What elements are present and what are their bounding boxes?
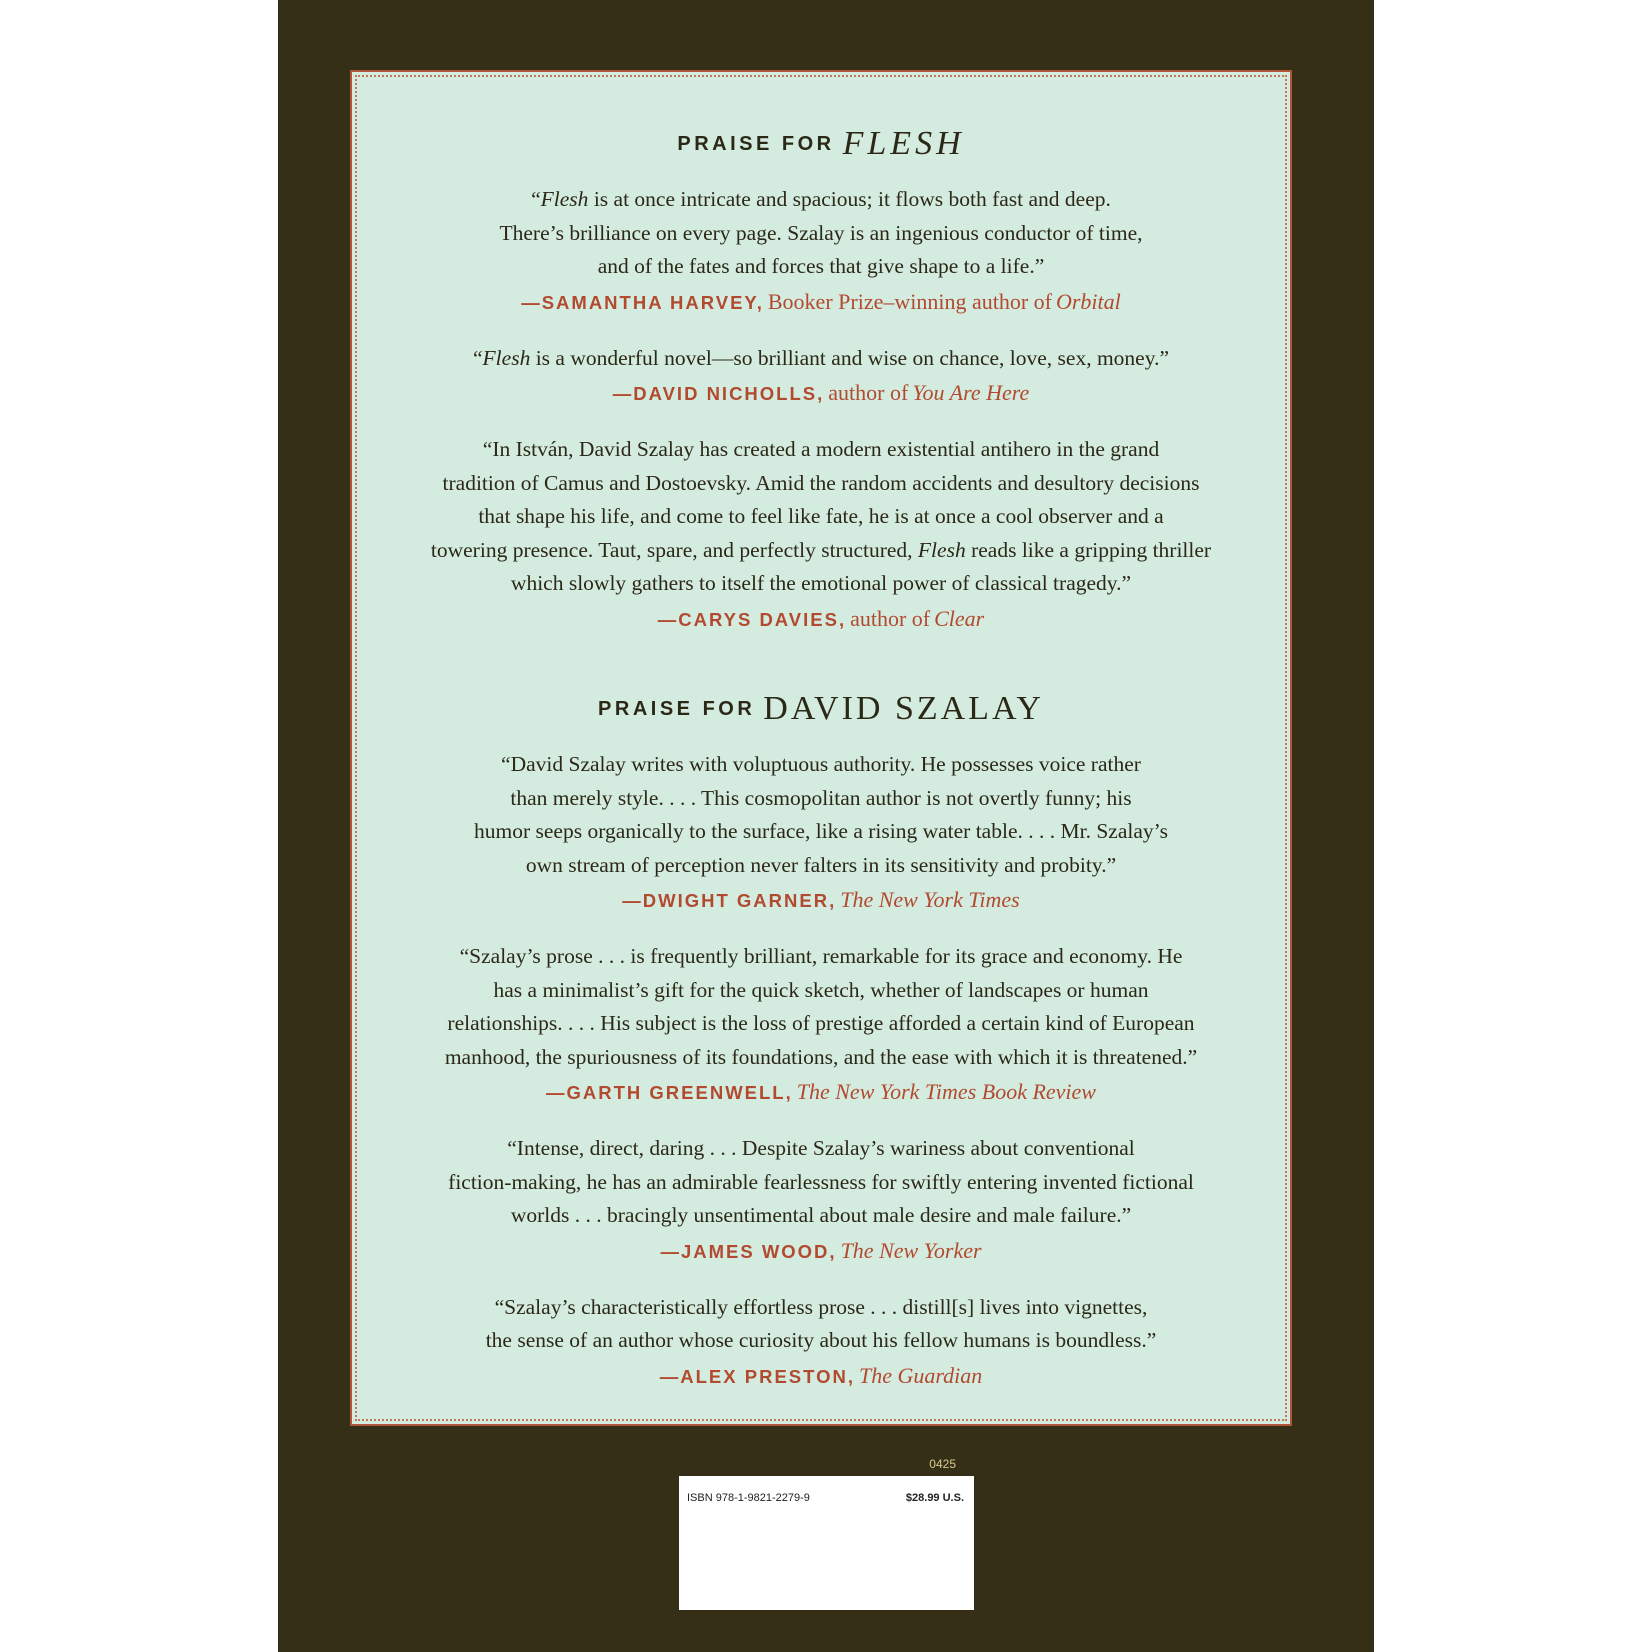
attribution-name: —JAMES WOOD, [660,1240,837,1262]
quote-segment: “ [531,187,541,211]
quote-line [352,183,1290,217]
attribution-name: —DAVID NICHOLLS, [612,383,825,404]
quote-line [352,342,1290,376]
quote-list [352,183,1290,640]
quote-line [352,1166,1290,1200]
barcode-box [679,1476,974,1610]
attribution [352,601,1290,640]
quote-block [352,1291,1290,1397]
quote-segment: humor seeps organically to the surface, like a rising water table. . . . Mr. Szalay’s [474,819,1168,843]
quote-block [352,183,1290,323]
quote-segment: has a minimalist’s gift for the quick sketch, whether of landscapes or human [493,977,1149,1002]
quote-segment: which slowly gathers to itself the emotional power of classical tragedy.” [510,571,1132,595]
quote-line [352,940,1290,974]
quote-line [352,250,1290,284]
quote-segment: “David Szalay writes with voluptuous authority. He possesses voice rather [501,752,1141,776]
quote-line [352,748,1290,782]
quote-line [352,567,1290,601]
quote-line [352,849,1290,883]
quote-line [352,782,1290,816]
quote-block [352,1132,1290,1272]
attribution-work: The New York Times Book Review [796,1079,1096,1104]
attribution-name: —SAMANTHA HARVEY, [521,291,764,313]
quote-line [352,1291,1290,1325]
quote-text [352,1132,1290,1233]
attribution-work: You Are Here [912,380,1030,405]
quote-segment: “ [473,345,483,370]
quote-line [352,217,1290,251]
quote-segment: and of the fates and forces that give shape to a life.” [597,254,1045,278]
heading-title: DAVID SZALAY [763,690,1044,727]
praise-section-author [352,692,1290,1416]
quote-text [352,940,1290,1074]
quote-segment: reads like a gripping thriller [965,537,1212,562]
quote-segment: worlds . . . bracingly unsentimental about male desire and male failure.” [510,1203,1132,1227]
quote-block [352,748,1290,921]
attribution-work: The Guardian [858,1362,983,1388]
quote-segment: manhood, the spuriousness of its foundations, and the ease with which it is threatened.” [444,1044,1198,1069]
attribution [352,882,1290,921]
quote-segment: towering presence. Taut, spare, and perfectly structured, [430,537,918,562]
section-heading [352,127,1290,161]
quote-line [352,1007,1290,1041]
section-heading [352,692,1290,726]
quote-segment: “Intense, direct, daring . . . Despite Szalay’s wariness about conventional [507,1136,1135,1160]
quote-line [352,1132,1290,1166]
attribution-work: The New York Times [840,887,1020,912]
quote-segment: “Szalay’s characteristically effortless prose . . . distill[s] lives into vignettes, [494,1294,1148,1319]
quote-text [352,342,1290,376]
quote-segment: “In István, David Szalay has created a modern existential antihero in the grand [482,437,1160,461]
quote-line [352,433,1290,467]
quote-line [352,500,1290,534]
quote-title-ref: Flesh [540,187,589,211]
attribution-name: —DWIGHT GARNER, [622,890,837,911]
heading-prefix: PRAISE FOR [677,133,835,155]
quote-segment: than merely style. . . . This cosmopolitan author is not overtly funny; his [510,785,1132,810]
quote-segment: that shape his life, and come to feel like fate, he is at once a cool observer and a [478,504,1164,528]
attribution-work: Orbital [1055,288,1121,314]
attribution-name: —GARTH GREENWELL, [546,1082,793,1103]
quote-line [352,1041,1290,1075]
quote-line [352,1324,1290,1358]
quote-block [352,342,1290,415]
quote-line [352,467,1290,501]
quote-line [352,1199,1290,1233]
quote-segment: is at once intricate and spacious; it flows both fast and deep. [588,187,1111,211]
praise-panel [350,70,1292,1426]
quote-segment: tradition of Camus and Dostoevsky. Amid the random accidents and desultory decisions [442,470,1200,495]
quote-line [352,815,1290,849]
attribution [352,1233,1290,1272]
attribution-work: Clear [934,605,985,631]
quote-block [352,940,1290,1113]
quote-segment: own stream of perception never falters in its sensitivity and probity.” [525,852,1117,877]
back-cover [278,0,1374,1652]
quote-segment: the sense of an author whose curiosity about his fellow humans is boundless.” [485,1328,1157,1352]
attribution-name: —ALEX PRESTON, [659,1365,855,1387]
barcode-code: 0425 [929,1457,956,1471]
isbn-text: ISBN 978-1-9821-2279-9 [687,1492,810,1504]
heading-prefix: PRAISE FOR [598,698,756,720]
quote-text [352,1291,1290,1358]
praise-section-flesh [352,127,1290,659]
attribution-name: —CARYS DAVIES, [657,608,847,630]
attribution [352,284,1290,323]
attribution-role: author of [850,605,931,631]
quote-line [352,534,1290,568]
quote-segment: fiction-making, he has an admirable fearlessness for swiftly entering invented fictional [448,1169,1194,1194]
quote-segment: is a wonderful novel—so brilliant and wise on chance, love, sex, money.” [530,345,1169,370]
quote-segment: “Szalay’s prose . . . is frequently brilliant, remarkable for its grace and economy. He [459,944,1183,968]
quote-title-ref: Flesh [917,537,966,562]
attribution-role: author of [828,380,909,405]
attribution-role: Booker Prize–winning author of [767,288,1052,314]
quote-list [352,748,1290,1397]
quote-text [352,183,1290,284]
attribution [352,1358,1290,1397]
attribution-work: The New Yorker [840,1237,982,1263]
attribution [352,1074,1290,1113]
attribution [352,375,1290,414]
heading-title: FLESH [842,125,965,162]
quote-text [352,433,1290,601]
quote-line [352,974,1290,1008]
quote-text [352,748,1290,882]
quote-segment: relationships. . . . His subject is the loss of prestige afforded a certain kind of European [447,1011,1195,1035]
price-text: $28.99 U.S. [905,1492,964,1504]
quote-block [352,433,1290,640]
quote-segment: There’s brilliance on every page. Szalay is an ingenious conductor of time, [499,220,1143,245]
quote-title-ref: Flesh [482,345,531,370]
